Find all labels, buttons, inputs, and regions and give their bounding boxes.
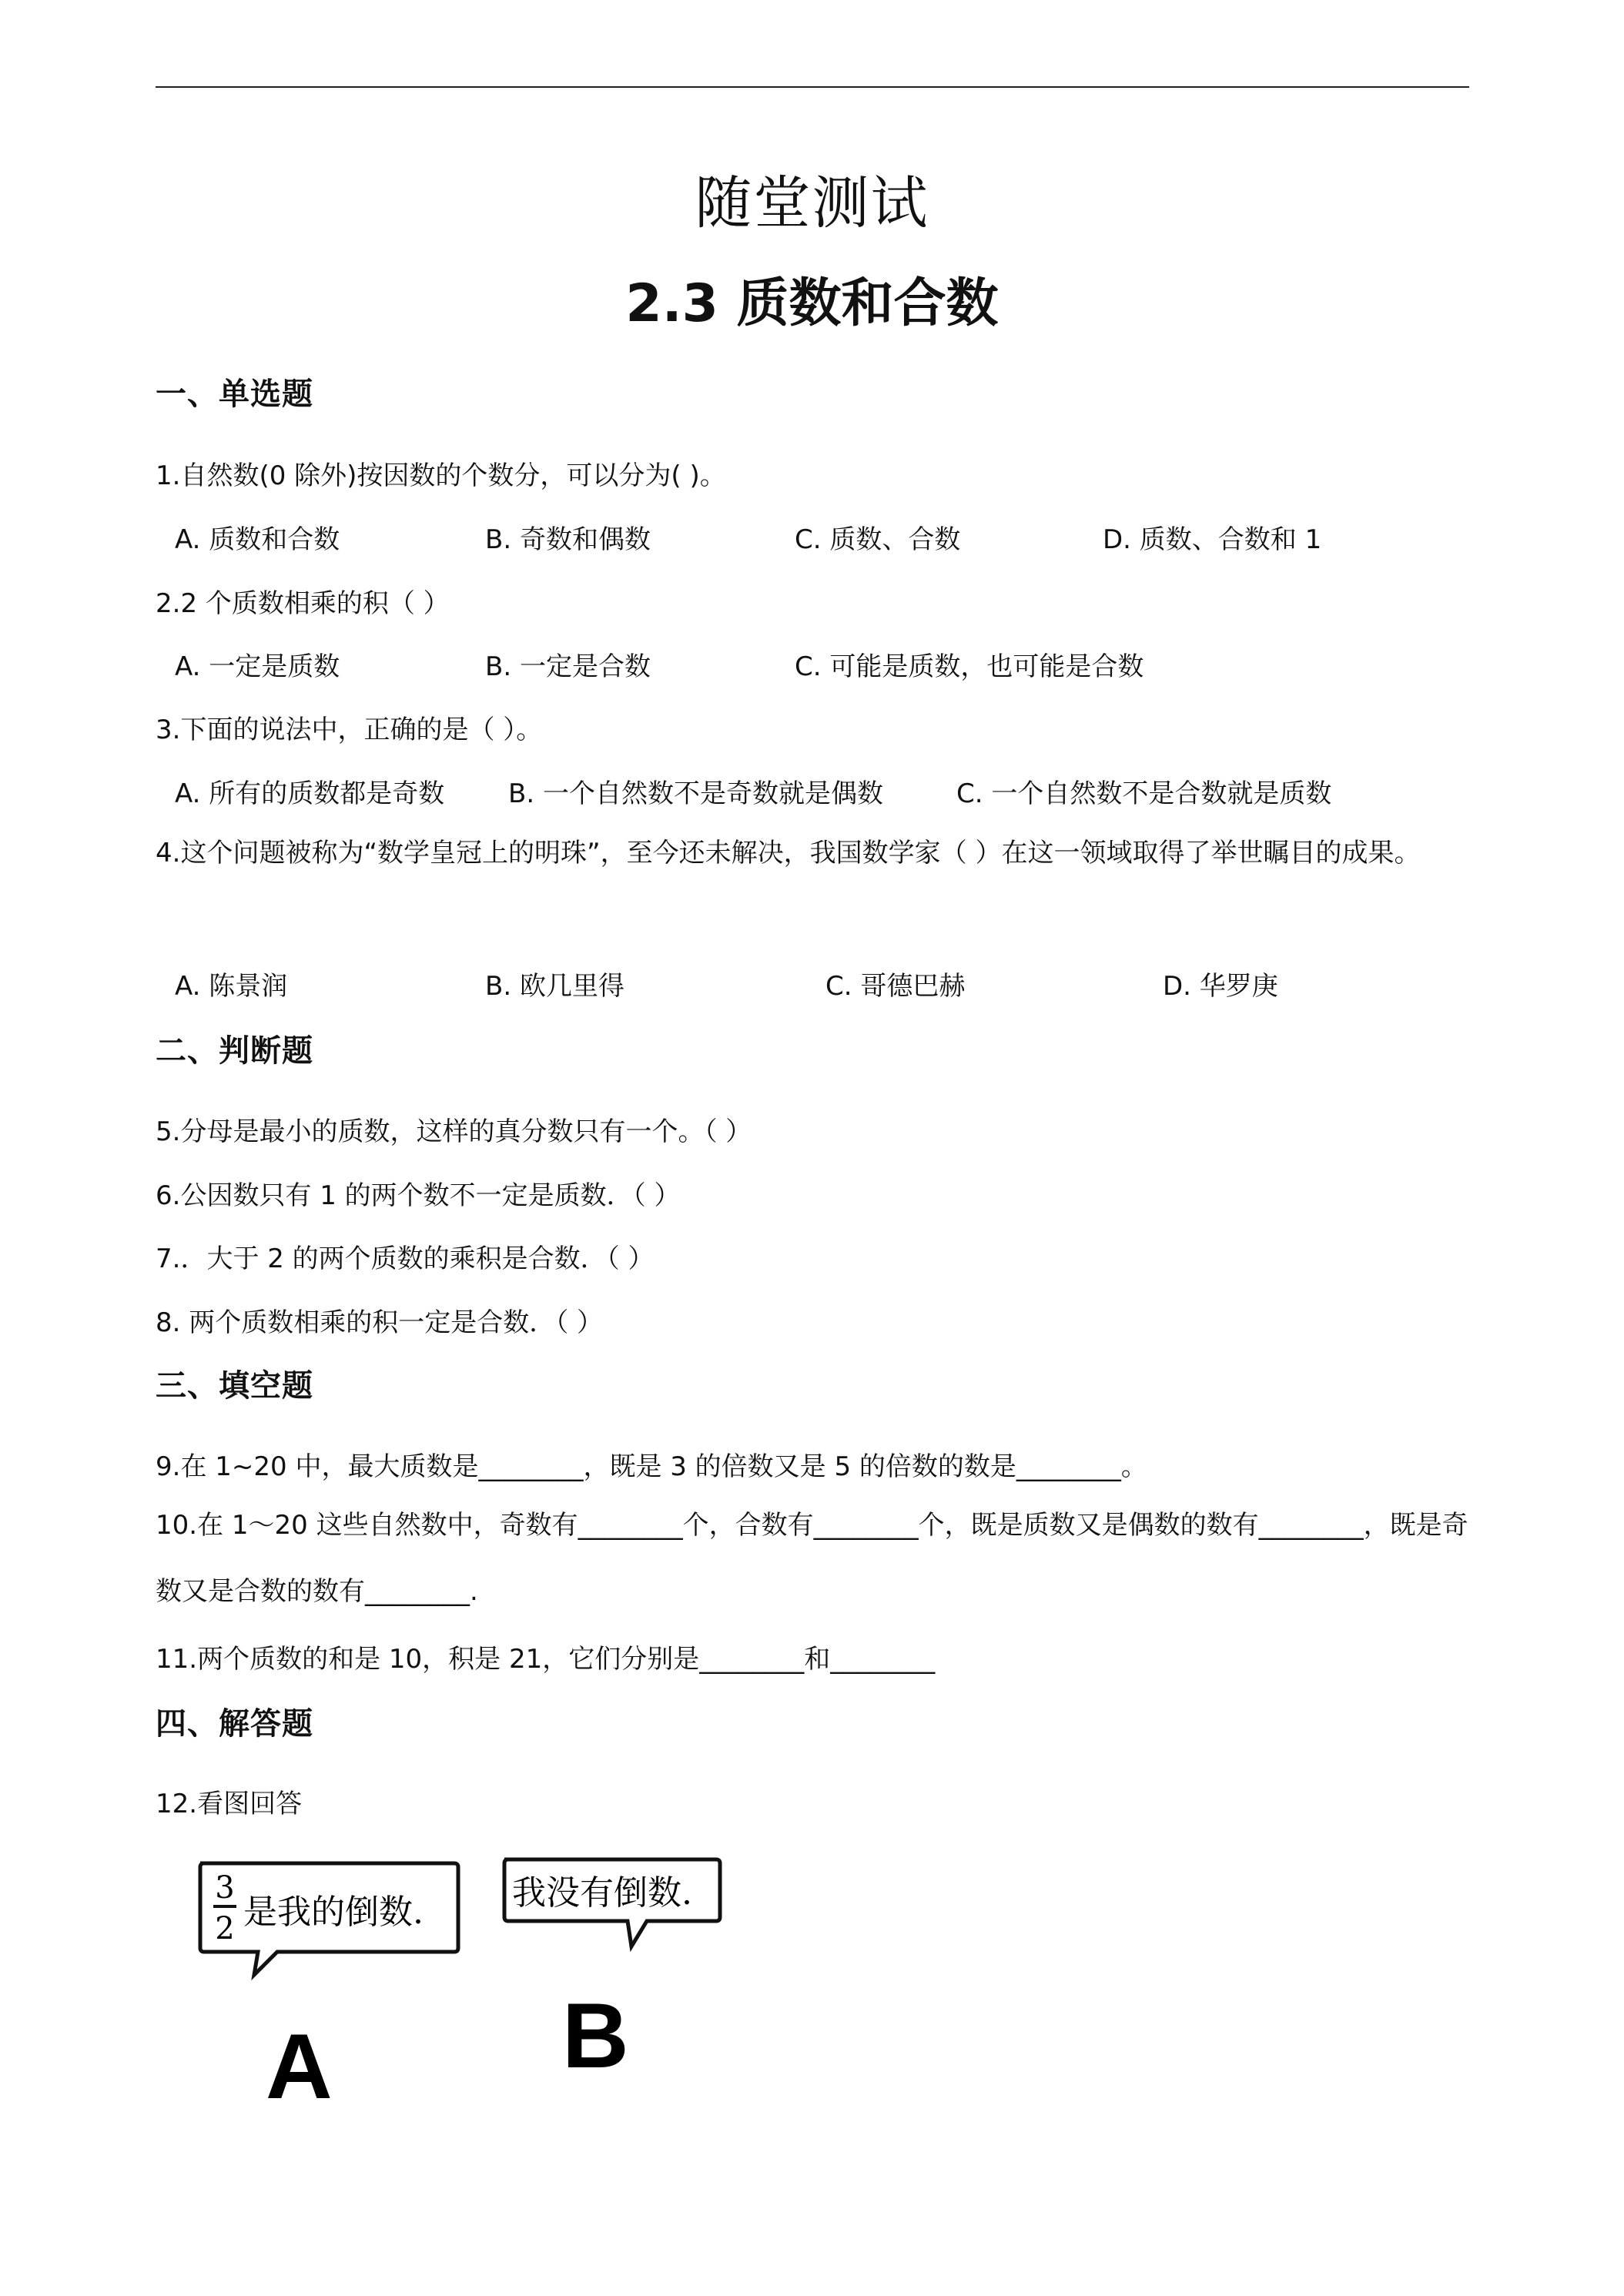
question-4: 4.这个问题被称为“数学皇冠上的明珠”，至今还未解决，我国数学家（ ）在这一领域取得了举世瞩目的成果。 xyxy=(156,838,1421,869)
page-title: 随堂测试 xyxy=(695,170,929,236)
section-heading-fill-blank: 三、填空题 xyxy=(156,1368,313,1404)
q3-option-b: B. 一个自然数不是奇数就是偶数 xyxy=(508,778,883,809)
q4-option-d: D. 华罗庚 xyxy=(1163,971,1278,1002)
question-12: 12.看图回答 xyxy=(156,1789,303,1819)
question-8: 8. 两个质数相乘的积一定是合数．（ ） xyxy=(156,1307,604,1338)
section-heading-true-false: 二、判断题 xyxy=(156,1033,313,1069)
page-subtitle: 2.3 质数和合数 xyxy=(625,273,999,334)
section-heading-single-choice: 一、单选题 xyxy=(156,377,313,412)
q2-option-c: C. 可能是质数，也可能是合数 xyxy=(795,651,1144,682)
label-a: A xyxy=(266,2015,333,2110)
q3-option-a: A. 所有的质数都是奇数 xyxy=(175,778,445,809)
q4-option-c: C. 哥德巴赫 xyxy=(825,971,966,1002)
question-9: 9.在 1~20 中，最大质数是________，既是 3 的倍数又是 5 的倍数的数是________。 xyxy=(156,1451,1147,1482)
speech-bubble-a xyxy=(200,1863,458,1975)
question-6: 6.公因数只有 1 的两个数不一定是质数．（ ） xyxy=(156,1180,681,1211)
question-10: 10.在 1～20 这些自然数中，奇数有________个，合数有________个，既是质数又是偶数的数有________，既是奇数又是合数的数有________. xyxy=(156,1510,1468,1607)
fraction-numerator: 3 xyxy=(215,1870,235,1906)
q2-option-b: B. 一定是合数 xyxy=(485,651,651,682)
question-7: 7.．大于 2 的两个质数的乘积是合数．（ ） xyxy=(156,1243,655,1274)
q1-option-b: B. 奇数和偶数 xyxy=(485,524,651,555)
header-rule xyxy=(156,86,1469,88)
question-1: 1.自然数(0 除外)按因数的个数分，可以分为( )。 xyxy=(156,460,726,491)
bubble-b-text: 我没有倒数. xyxy=(512,1873,692,1913)
question-11: 11.两个质数的和是 10，积是 21，它们分别是________和________ xyxy=(156,1644,936,1675)
question-3: 3.下面的说法中，正确的是（ ）。 xyxy=(156,715,543,745)
q1-option-a: A. 质数和合数 xyxy=(175,524,340,555)
q4-option-a: A. 陈景润 xyxy=(175,971,288,1002)
q4-option-b: B. 欧几里得 xyxy=(485,971,624,1002)
label-b: B xyxy=(562,1984,629,2087)
section-heading-answer: 四、解答题 xyxy=(156,1706,313,1742)
speech-bubble-b xyxy=(504,1859,720,1946)
q2-option-a: A. 一定是质数 xyxy=(175,651,340,682)
bubble-a-text: 是我的倒数. xyxy=(243,1893,424,1932)
reciprocal-figure xyxy=(193,1856,732,2110)
fraction-denominator: 2 xyxy=(215,1911,235,1946)
q3-option-c: C. 一个自然数不是合数就是质数 xyxy=(956,778,1332,809)
q1-option-d: D. 质数、合数和 1 xyxy=(1103,524,1322,555)
question-2: 2.2 个质数相乘的积（ ） xyxy=(156,588,450,619)
q1-option-c: C. 质数、合数 xyxy=(795,524,961,555)
question-5: 5.分母是最小的质数，这样的真分数只有一个。（ ） xyxy=(156,1116,752,1147)
